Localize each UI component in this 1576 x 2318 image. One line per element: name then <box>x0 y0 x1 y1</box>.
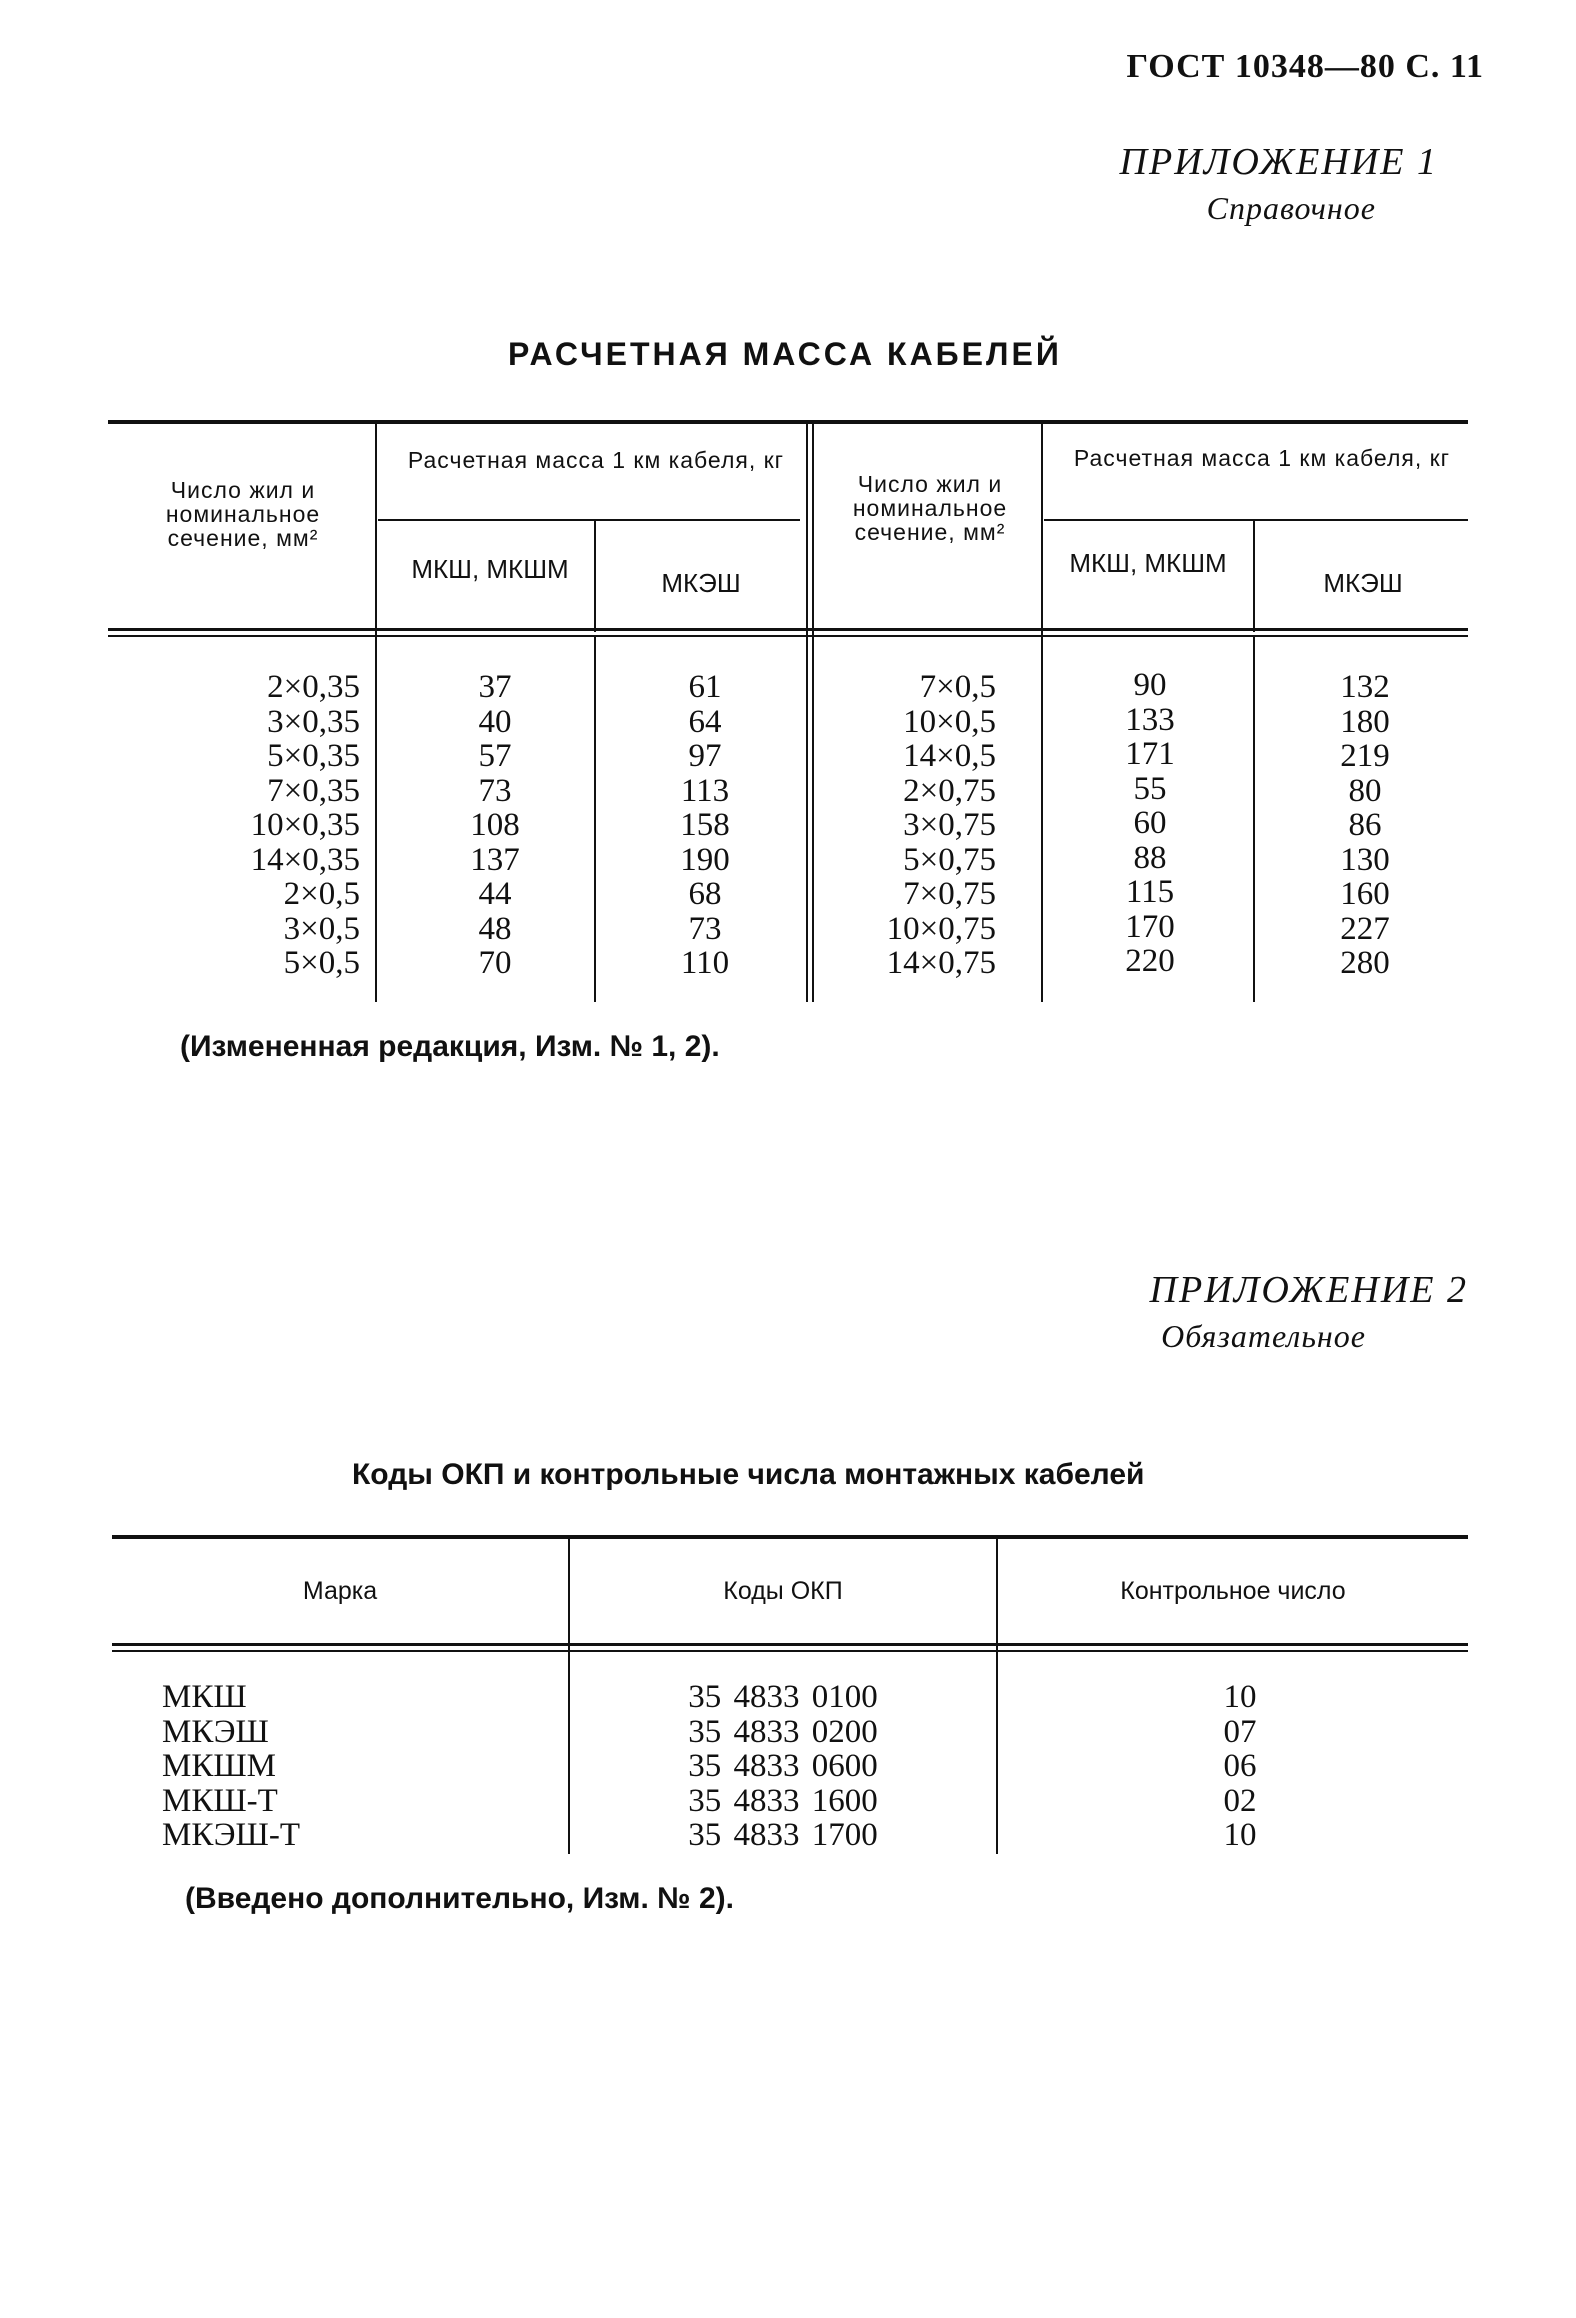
table-cell: 70 <box>478 945 512 981</box>
table-cell: 7×0,5 <box>919 669 996 705</box>
marks-column <box>162 1680 300 1853</box>
table-cell: 61 <box>688 669 722 705</box>
col-header-mass-right: Расчетная масса 1 км кабеля, кг <box>1073 445 1451 471</box>
sections-left-column <box>160 670 360 981</box>
table-cell: 80 <box>1348 772 1382 809</box>
table-cell: МКШМ <box>162 1748 276 1784</box>
col-header-mark: Марка <box>302 1577 378 1605</box>
table-cell: 170 <box>1125 908 1175 945</box>
col-header-sections-right: Число жил и номинальное сечение, мм² <box>852 471 1008 545</box>
table-cell: 3×0,5 <box>283 910 360 947</box>
table-cell: 86 <box>1348 807 1382 843</box>
appendix2-type: Обязательное <box>1161 1318 1366 1354</box>
table1-vline-5a <box>1253 521 1255 632</box>
table-cell: 14×0,35 <box>250 841 360 878</box>
table-cell: 5×0,75 <box>903 841 996 878</box>
col-header-mksh-left: МКШ, МКШМ <box>411 554 569 584</box>
mksh-left-column <box>420 670 570 981</box>
table-cell: 10×0,5 <box>903 703 996 740</box>
table-cell: 90 <box>1133 667 1167 703</box>
table-cell: 02 <box>1223 1782 1257 1819</box>
table1-vline-2b <box>594 637 596 1002</box>
mkesh-right-column <box>1290 670 1440 981</box>
col-header-check-number: Контрольное число <box>1120 1577 1346 1605</box>
okp-codes-column <box>600 1680 966 1853</box>
table-cell: 2×0,35 <box>267 669 360 705</box>
table1-vline-3a <box>806 420 808 1002</box>
table-cell: 133 <box>1125 701 1175 738</box>
table-cell: 7×0,35 <box>267 772 360 809</box>
table-cell: 57 <box>478 738 512 774</box>
table-cell: 219 <box>1340 738 1390 774</box>
table-cell: 35 4833 0600 <box>688 1748 878 1784</box>
check-numbers-column <box>1160 1680 1320 1853</box>
table-cell: МКЭШ-Т <box>162 1817 300 1853</box>
table-cell: 10 <box>1223 1679 1257 1715</box>
table1-header-rule-2 <box>108 635 1468 637</box>
table-cell: 132 <box>1340 669 1390 705</box>
table1-header-rule-1 <box>108 628 1468 631</box>
table-cell: 60 <box>1133 805 1167 841</box>
appendix1-type: Справочное <box>1206 190 1376 226</box>
table-cell: 35 4833 1700 <box>688 1817 878 1853</box>
col-header-okp-codes: Коды ОКП <box>723 1577 843 1605</box>
table-cell: 5×0,35 <box>267 738 360 774</box>
appendix1-note: (Измененная редакция, Изм. № 1, 2). <box>180 1030 720 1063</box>
table-cell: МКЭШ <box>162 1713 269 1750</box>
col-header-mass-left: Расчетная масса 1 км кабеля, кг <box>407 447 785 473</box>
table-cell: 115 <box>1125 874 1175 910</box>
table-cell: 2×0,75 <box>903 772 996 809</box>
table2-header-rule-1 <box>112 1643 1468 1646</box>
appendix2-label: ПРИЛОЖЕНИЕ 2 <box>1149 1269 1468 1311</box>
table-cell: 14×0,5 <box>903 738 996 774</box>
table-cell: 10 <box>1223 1817 1257 1853</box>
table-cell: 220 <box>1125 943 1175 979</box>
appendix2-note: (Введено дополнительно, Изм. № 2). <box>185 1882 734 1915</box>
table-cell: 108 <box>470 807 520 843</box>
table-cell: 35 4833 0200 <box>688 1713 878 1750</box>
table1-mass-rule-right <box>1044 519 1468 521</box>
table1-vline-2a <box>594 521 596 632</box>
table-cell: 227 <box>1340 910 1390 947</box>
table-cell: 113 <box>680 772 730 809</box>
table-cell: 5×0,5 <box>283 945 360 981</box>
mkesh-left-column <box>630 670 780 981</box>
table-cell: 35 4833 0100 <box>688 1679 878 1715</box>
appendix1-label: ПРИЛОЖЕНИЕ 1 <box>1119 141 1438 183</box>
col-header-mksh-right: МКШ, МКШМ <box>1069 548 1227 578</box>
col-header-mkesh-right: МКЭШ <box>1323 568 1403 598</box>
table-cell: 14×0,75 <box>886 945 996 981</box>
table-cell: 06 <box>1223 1748 1257 1784</box>
table-cell: 55 <box>1133 770 1167 807</box>
table-cell: 130 <box>1340 841 1390 878</box>
table-cell: 64 <box>688 703 722 740</box>
table1-vline-1 <box>375 420 377 1002</box>
table-cell: 73 <box>688 910 722 947</box>
table-cell: 7×0,75 <box>903 876 996 912</box>
page-reference: ГОСТ 10348—80 С. 11 <box>1126 48 1484 85</box>
table-cell: 180 <box>1340 703 1390 740</box>
table-cell: 2×0,5 <box>283 876 360 912</box>
table-cell: 158 <box>680 807 730 843</box>
table-cell: 10×0,75 <box>886 910 996 947</box>
table1-vline-5b <box>1253 637 1255 1002</box>
table-cell: 88 <box>1133 839 1167 876</box>
table-cell: 37 <box>478 669 512 705</box>
table-cell: 68 <box>688 876 722 912</box>
table-cell: 10×0,35 <box>250 807 360 843</box>
table-cell: 35 4833 1600 <box>688 1782 878 1819</box>
table-cell: 137 <box>470 841 520 878</box>
table-cell: 3×0,35 <box>267 703 360 740</box>
table-cell: МКШ <box>162 1679 247 1715</box>
table-cell: 48 <box>478 910 512 947</box>
sections-right-column <box>820 670 996 981</box>
table2-header-rule-2 <box>112 1650 1468 1652</box>
table-cell: 40 <box>478 703 512 740</box>
table1-mass-rule-left <box>378 519 800 521</box>
col-header-sections-left: Число жил и номинальное сечение, мм² <box>165 477 321 551</box>
table-cell: 97 <box>688 738 722 774</box>
appendix1-title: РАСЧЕТНАЯ МАССА КАБЕЛЕЙ <box>508 336 1062 372</box>
table-cell: 73 <box>478 772 512 809</box>
table-cell: МКШ-Т <box>162 1782 278 1819</box>
table1-vline-4 <box>1041 420 1043 1002</box>
table-cell: 171 <box>1125 736 1175 772</box>
table2-top-rule <box>112 1535 1468 1539</box>
table1-top-rule <box>108 420 1468 424</box>
table-cell: 190 <box>680 841 730 878</box>
table-cell: 110 <box>680 945 730 981</box>
col-header-mkesh-left: МКЭШ <box>661 568 741 598</box>
appendix2-title: Коды ОКП и контрольные числа монтажных кабелей <box>352 1458 1145 1491</box>
table-cell: 160 <box>1340 876 1390 912</box>
table-cell: 44 <box>478 876 512 912</box>
table-cell: 07 <box>1223 1713 1257 1750</box>
table1-vline-3b <box>812 420 814 1002</box>
table-cell: 280 <box>1340 945 1390 981</box>
table-cell: 3×0,75 <box>903 807 996 843</box>
mksh-right-column <box>1080 668 1220 979</box>
